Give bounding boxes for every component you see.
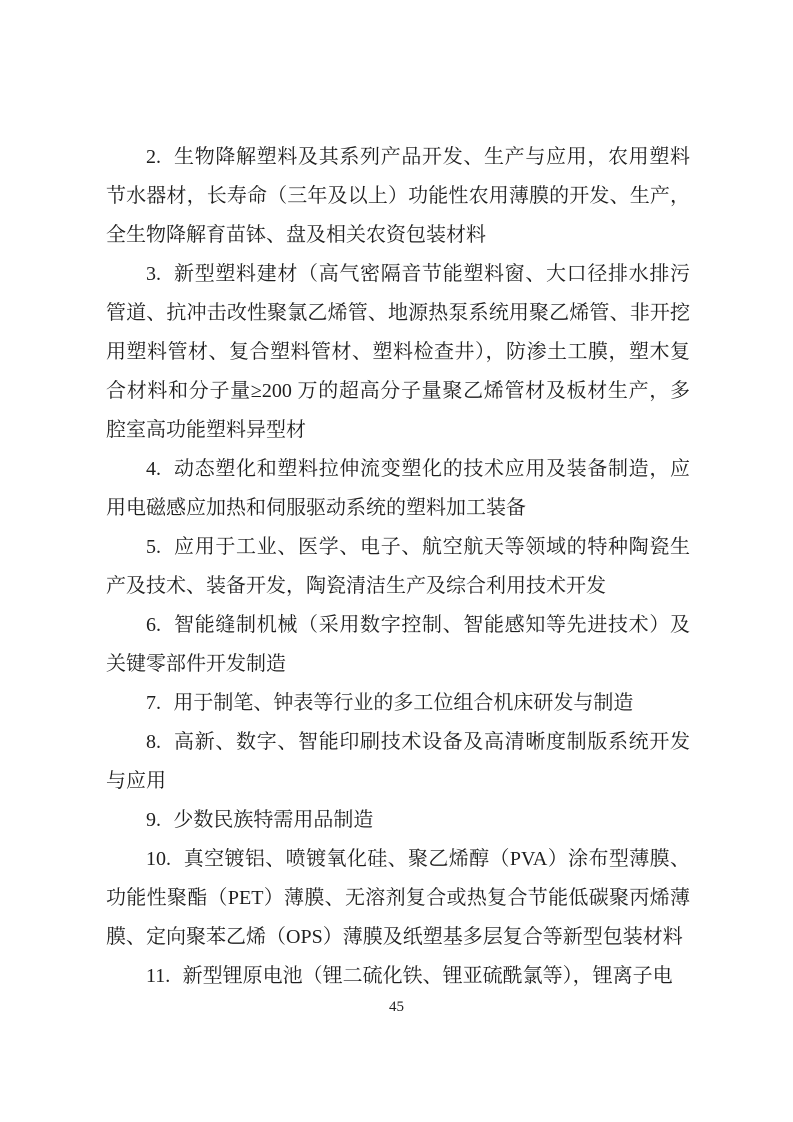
item-text: 智能缝制机械（采用数字控制、智能感知等先进技术）及关键零部件开发制造 [106,614,690,675]
item-number: 4. [146,458,161,480]
item-number: 5. [146,536,161,558]
document-body [106,138,690,996]
item-text: 生物降解塑料及其系列产品开发、生产与应用，农用塑料节水器材，长寿命（三年及以上）功能性农用薄膜的开发、生产，全生物降解育苗钵、盘及相关农资包装材料 [106,146,690,246]
item-text: 少数民族特需用品制造 [173,809,374,831]
list-item-3 [106,255,690,450]
item-text: 用于制笔、钟表等行业的多工位组合机床研发与制造 [173,692,634,714]
list-item-8 [106,723,690,801]
item-number: 10. [146,848,171,870]
item-number: 7. [146,692,161,714]
item-text: 新型塑料建材（高气密隔音节能塑料窗、大口径排水排污管道、抗冲击改性聚氯乙烯管、地源热泵系统用聚乙烯管、非开挖用塑料管材、复合塑料管材、塑料检查井），防渗土工膜，塑木复合材料和分子量≥200 万的超高分子量聚乙烯管材及板材生产，多腔室高功能塑料异型材 [106,263,690,441]
item-text: 真空镀铝、喷镀氧化硅、聚乙烯醇（PVA）涂布型薄膜、功能性聚酯（PET）薄膜、无溶剂复合或热复合节能低碳聚丙烯薄膜、定向聚苯乙烯（OPS）薄膜及纸塑基多层复合等新型包装材料 [106,848,690,948]
list-item-11 [106,957,690,996]
item-text: 新型锂原电池（锂二硫化铁、锂亚硫酰氯等），锂离子电 [182,965,673,987]
item-number: 3. [146,263,161,285]
list-item-10 [106,840,690,957]
page-number: 45 [389,999,404,1015]
list-item-2 [106,138,690,255]
list-item-9 [106,801,690,840]
item-text: 动态塑化和塑料拉伸流变塑化的技术应用及装备制造，应用电磁感应加热和伺服驱动系统的塑料加工装备 [106,458,690,519]
item-number: 8. [146,731,161,753]
item-text: 高新、数字、智能印刷技术设备及高清晰度制版系统开发与应用 [106,731,690,792]
list-item-7 [106,684,690,723]
list-item-5 [106,528,690,606]
list-item-6 [106,606,690,684]
item-number: 2. [146,146,161,168]
item-number: 11. [146,965,171,987]
list-item-4 [106,450,690,528]
item-text: 应用于工业、医学、电子、航空航天等领域的特种陶瓷生产及技术、装备开发，陶瓷清洁生产及综合利用技术开发 [106,536,690,597]
item-number: 6. [146,614,161,636]
item-number: 9. [146,809,161,831]
page-footer [0,996,793,1018]
